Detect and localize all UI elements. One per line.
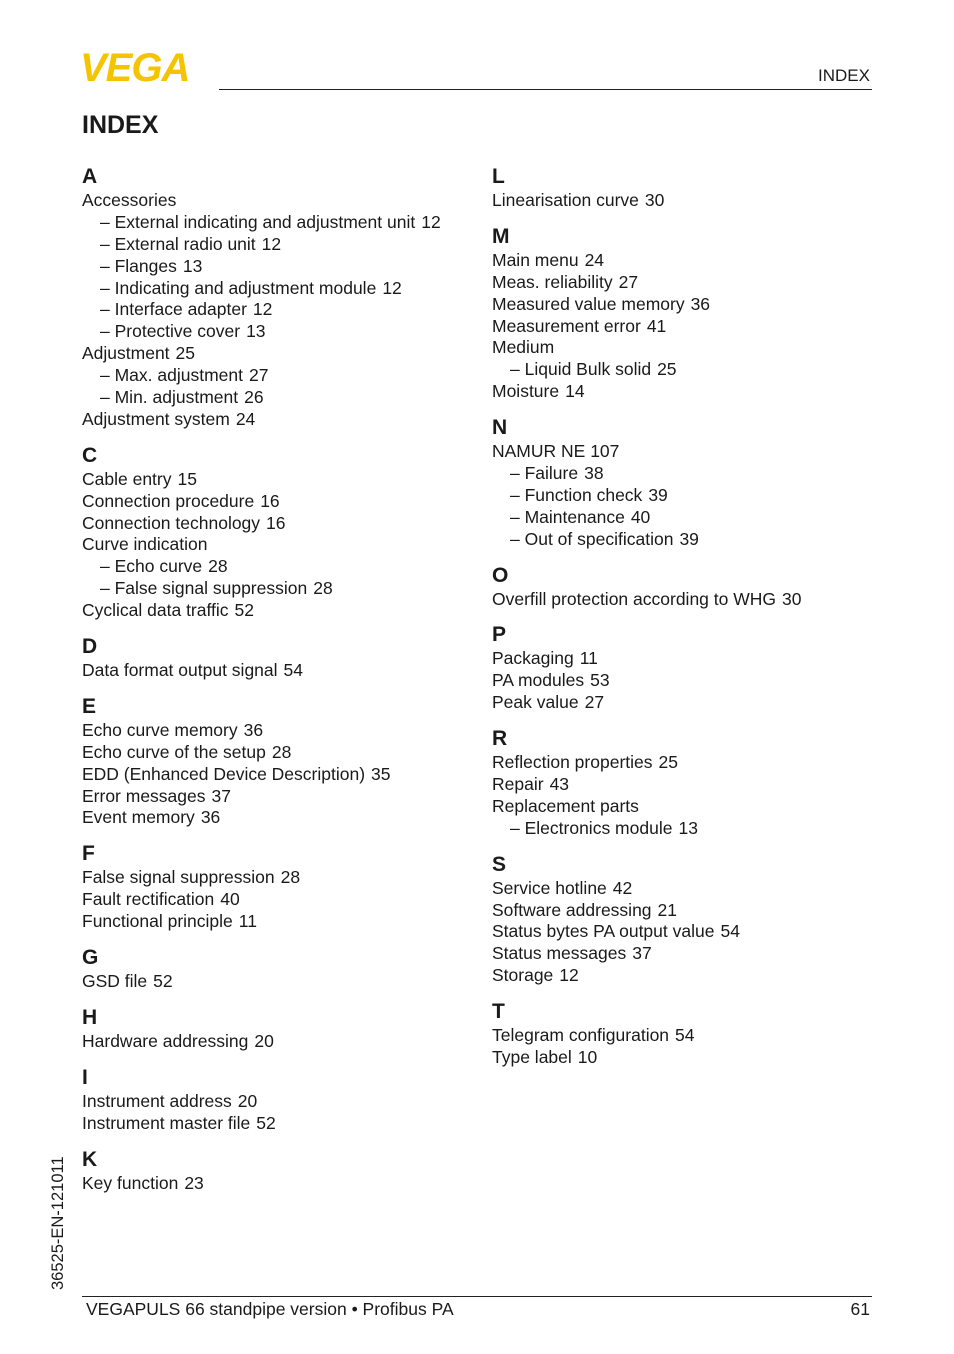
- index-term: Failure: [524, 463, 579, 484]
- index-term: Replacement parts: [492, 795, 639, 816]
- index-page-ref: 30: [782, 588, 802, 609]
- index-entry: [82, 807, 472, 829]
- index-entry: [82, 190, 472, 212]
- index-subentry: [492, 529, 872, 551]
- index-term: Moisture: [492, 381, 560, 402]
- index-page-ref: 28: [313, 578, 333, 599]
- index-entry: [492, 1025, 872, 1047]
- index-term: Instrument master file: [82, 1112, 251, 1133]
- index-term: Max. adjustment: [114, 365, 243, 386]
- index-entry: [82, 469, 472, 491]
- index-term: Hardware addressing: [82, 1030, 249, 1051]
- index-entry: [492, 965, 872, 987]
- index-page-ref: 30: [644, 190, 665, 210]
- index-page-ref: 54: [283, 660, 303, 681]
- index-term: Electronics module: [524, 817, 673, 838]
- index-section-n: [492, 414, 872, 550]
- index-term: NAMUR NE 107: [492, 441, 620, 462]
- index-section-m: [492, 223, 872, 403]
- index-page-ref: 24: [584, 249, 605, 270]
- index-term: Status bytes PA output value: [492, 921, 715, 942]
- index-column-right: [492, 163, 872, 1080]
- index-term: Service hotline: [492, 877, 607, 898]
- index-entry: [82, 911, 472, 933]
- index-entry: [492, 692, 872, 714]
- index-page-ref: 25: [657, 359, 677, 380]
- index-page-ref: 10: [577, 1047, 598, 1068]
- index-entry: [82, 786, 472, 808]
- index-page-ref: 20: [237, 1090, 258, 1111]
- index-entry: [492, 441, 872, 463]
- index-page-ref: 27: [249, 365, 269, 386]
- index-entry: [492, 1047, 872, 1069]
- index-subentry: [492, 818, 872, 840]
- index-section-r: [492, 725, 872, 840]
- index-section-f: [82, 840, 472, 933]
- index-page-ref: 54: [675, 1025, 695, 1046]
- index-subentry: [492, 463, 872, 485]
- index-entry: [82, 867, 472, 889]
- index-entry: [492, 796, 872, 818]
- index-section-e: [82, 693, 472, 829]
- svg-text:VEGA: VEGA: [80, 50, 190, 84]
- header-section-label: INDEX: [818, 66, 870, 85]
- index-term: Meas. reliability: [492, 271, 613, 292]
- index-entry: [82, 720, 472, 742]
- index-page-ref: 36: [200, 807, 221, 828]
- index-letter: L: [492, 165, 505, 188]
- index-page-ref: 36: [690, 293, 711, 314]
- index-term: Maintenance: [524, 506, 625, 527]
- index-term: Connection technology: [82, 512, 261, 533]
- index-entry: [82, 1113, 472, 1135]
- index-page-ref: 13: [246, 321, 266, 342]
- index-term: Fault rectification: [82, 889, 215, 910]
- index-page-ref: 28: [280, 867, 301, 888]
- index-page-ref: 13: [182, 255, 203, 276]
- index-term: Main menu: [492, 249, 579, 270]
- index-entry: [492, 250, 872, 272]
- index-entry: [82, 1031, 472, 1053]
- index-letter: G: [82, 946, 99, 970]
- index-page-ref: 23: [184, 1172, 204, 1193]
- index-entry: [492, 648, 872, 670]
- index-page-ref: 39: [679, 528, 699, 549]
- index-entry: [82, 889, 472, 911]
- index-subentry: [82, 299, 472, 321]
- index-section-g: [82, 944, 472, 993]
- index-section-p: [492, 621, 872, 714]
- index-entry: [82, 660, 472, 682]
- index-page-ref: 37: [632, 943, 652, 964]
- index-term: Measurement error: [492, 315, 641, 336]
- index-entry: [82, 409, 472, 431]
- footer-divider: [82, 1296, 872, 1297]
- index-subentry: [82, 321, 472, 343]
- index-page-ref: 39: [648, 484, 668, 505]
- index-page-ref: 38: [584, 463, 604, 484]
- index-entry: [82, 491, 472, 513]
- index-entry: [492, 589, 872, 611]
- index-page-ref: 12: [421, 211, 441, 232]
- index-term: Peak value: [492, 692, 579, 713]
- index-term: Linearisation curve: [492, 190, 639, 210]
- index-page-ref: 52: [234, 600, 255, 621]
- index-term: Telegram configuration: [492, 1025, 670, 1046]
- index-term: Medium: [492, 337, 555, 358]
- index-entry: [492, 900, 872, 922]
- index-letter: R: [492, 727, 508, 751]
- index-term: EDD (Enhanced Device Description): [82, 763, 366, 784]
- index-term: Overfill protection according to WHG: [492, 588, 776, 609]
- index-subentry: [82, 556, 472, 578]
- index-term: Echo curve memory: [82, 719, 238, 740]
- index-term: Key function: [82, 1172, 179, 1193]
- index-term: Repair: [492, 774, 544, 795]
- index-page-ref: 28: [271, 741, 292, 762]
- index-page-ref: 35: [371, 763, 391, 784]
- index-subentry: [492, 507, 872, 529]
- index-section-s: [492, 851, 872, 987]
- index-term: Flanges: [114, 255, 177, 276]
- index-page-ref: 28: [208, 556, 228, 577]
- index-term: Instrument address: [82, 1090, 232, 1111]
- index-entry: [492, 294, 872, 316]
- index-letter: T: [492, 1000, 505, 1024]
- index-entry: [492, 752, 872, 774]
- index-entry: [492, 190, 872, 212]
- index-section-a: [82, 163, 472, 431]
- vega-logo: [80, 50, 212, 84]
- index-page-ref: 15: [177, 468, 197, 489]
- index-subentry: [82, 278, 472, 300]
- index-subentry: [82, 234, 472, 256]
- index-term: Status messages: [492, 943, 627, 964]
- footer-product-name: VEGAPULS 66 standpipe version • Profibus PA: [86, 1299, 454, 1319]
- index-page-ref: 54: [720, 921, 740, 942]
- index-section-l: [492, 163, 872, 212]
- index-term: Data format output signal: [82, 660, 278, 681]
- index-entry: [492, 670, 872, 692]
- index-page-ref: 16: [266, 512, 286, 533]
- index-subentry: [82, 365, 472, 387]
- index-letter: F: [82, 842, 95, 866]
- index-page-ref: 12: [559, 965, 579, 986]
- index-subentry: [82, 256, 472, 278]
- index-term: Cyclical data traffic: [82, 600, 229, 621]
- index-subentry: [82, 387, 472, 409]
- index-letter: C: [82, 443, 98, 467]
- index-term: Echo curve of the setup: [82, 741, 266, 762]
- index-letter: P: [492, 623, 507, 647]
- index-term: External indicating and adjustment unit: [114, 211, 416, 232]
- index-subentry: [492, 359, 872, 381]
- index-page-ref: 41: [646, 315, 667, 336]
- index-term: External radio unit: [114, 233, 256, 254]
- index-term: Functional principle: [82, 911, 233, 932]
- index-entry: [82, 600, 472, 622]
- index-entry: [82, 742, 472, 764]
- page-number: 61: [850, 1299, 870, 1319]
- index-entry: [82, 343, 472, 365]
- index-term: PA modules: [492, 670, 585, 691]
- index-section-t: [492, 998, 872, 1069]
- index-page-ref: 12: [382, 277, 402, 298]
- index-entry: [82, 764, 472, 786]
- index-letter: N: [492, 416, 508, 440]
- index-entry: [82, 1091, 472, 1113]
- index-entry: [492, 337, 872, 359]
- index-term: False signal suppression: [114, 578, 308, 599]
- index-term: Storage: [492, 965, 554, 986]
- index-section-k: [82, 1146, 472, 1195]
- index-term: Error messages: [82, 785, 206, 806]
- index-term: Interface adapter: [114, 299, 247, 320]
- index-letter: K: [82, 1147, 98, 1171]
- index-letter: H: [82, 1005, 98, 1029]
- index-page-ref: 12: [252, 299, 273, 320]
- index-term: Connection procedure: [82, 490, 255, 511]
- index-term: Packaging: [492, 648, 574, 669]
- index-entry: [82, 513, 472, 535]
- index-term: False signal suppression: [82, 867, 275, 888]
- index-term: Adjustment: [82, 343, 170, 364]
- index-subentry: [82, 578, 472, 600]
- index-page-ref: 53: [590, 670, 610, 691]
- index-term: Echo curve: [114, 556, 203, 577]
- index-term: GSD file: [82, 971, 148, 992]
- index-column-left: [82, 163, 472, 1206]
- index-letter: I: [82, 1065, 88, 1089]
- index-section-c: [82, 442, 472, 622]
- index-page-ref: 40: [220, 889, 240, 910]
- index-page-ref: 27: [584, 692, 605, 713]
- index-term: Adjustment system: [82, 408, 230, 429]
- index-term: Protective cover: [114, 321, 241, 342]
- index-term: Accessories: [82, 190, 177, 210]
- index-page-ref: 21: [657, 899, 678, 920]
- index-page-ref: 20: [254, 1030, 274, 1051]
- index-letter: O: [492, 563, 509, 587]
- index-term: Type label: [492, 1047, 572, 1068]
- index-subentry: [82, 212, 472, 234]
- index-letter: D: [82, 635, 98, 659]
- index-entry: [492, 921, 872, 943]
- index-entry: [492, 381, 872, 403]
- index-page-ref: 52: [256, 1112, 276, 1133]
- index-entry: [492, 878, 872, 900]
- index-entry: [492, 774, 872, 796]
- index-section-d: [82, 633, 472, 682]
- index-entry: [82, 971, 472, 993]
- index-letter: A: [82, 165, 98, 188]
- index-term: Liquid Bulk solid: [524, 359, 652, 380]
- index-page-ref: 25: [175, 343, 196, 364]
- index-page-ref: 26: [244, 387, 264, 408]
- index-term: Reflection properties: [492, 752, 653, 773]
- index-term: Function check: [524, 484, 643, 505]
- index-page-ref: 24: [235, 408, 256, 429]
- index-term: Event memory: [82, 807, 195, 828]
- index-page-ref: 40: [630, 506, 651, 527]
- index-letter: E: [82, 694, 97, 718]
- index-page-ref: 16: [260, 490, 280, 511]
- index-page-ref: 52: [153, 971, 173, 992]
- index-entry: [492, 272, 872, 294]
- index-page-ref: 43: [549, 774, 570, 795]
- header-divider: [219, 89, 872, 90]
- index-term: Indicating and adjustment module: [114, 277, 377, 298]
- index-page-ref: 11: [238, 911, 257, 932]
- index-entry: [492, 316, 872, 338]
- index-letter: S: [492, 852, 507, 876]
- index-page-ref: 36: [243, 719, 264, 740]
- index-entry: [492, 943, 872, 965]
- index-term: Out of specification: [524, 528, 674, 549]
- index-section-h: [82, 1004, 472, 1053]
- index-page-ref: 11: [579, 648, 598, 669]
- index-section-i: [82, 1064, 472, 1135]
- index-entry: [82, 1173, 472, 1195]
- index-term: Software addressing: [492, 899, 652, 920]
- index-section-o: [492, 562, 872, 611]
- index-entry: [82, 534, 472, 556]
- index-page-ref: 27: [618, 271, 639, 292]
- index-letter: M: [492, 224, 510, 248]
- index-term: Measured value memory: [492, 293, 685, 314]
- index-term: Min. adjustment: [114, 387, 239, 408]
- index-page-ref: 42: [612, 877, 633, 898]
- index-term: Cable entry: [82, 468, 172, 489]
- index-page-ref: 25: [658, 752, 678, 773]
- document-code: 36525-EN-121011: [49, 1156, 67, 1290]
- index-page-ref: 37: [211, 785, 231, 806]
- page-title: INDEX: [82, 111, 159, 139]
- index-term: Curve indication: [82, 534, 208, 555]
- index-page-ref: 12: [261, 233, 282, 254]
- index-subentry: [492, 485, 872, 507]
- index-page-ref: 14: [565, 381, 585, 402]
- index-page-ref: 13: [678, 817, 698, 838]
